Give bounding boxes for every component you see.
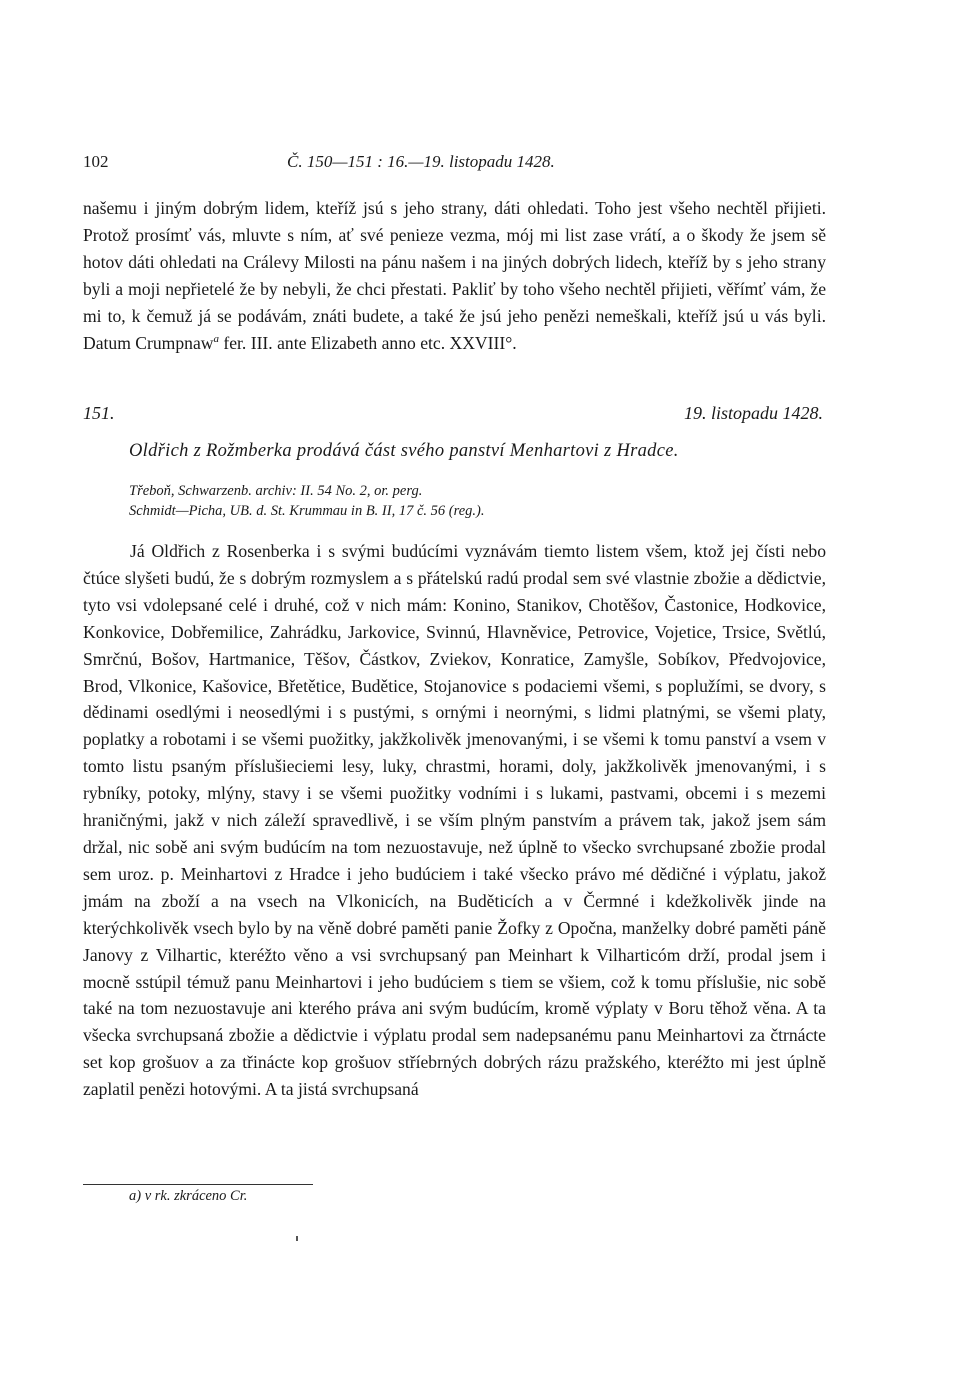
document-date: 19. listopadu 1428. xyxy=(683,403,823,423)
footnote-mark: a xyxy=(213,332,219,345)
footnote-divider xyxy=(83,1184,313,1185)
page-header xyxy=(83,152,823,176)
running-head: Č. 150—151 : 16.—19. listopadu 1428. xyxy=(287,152,555,171)
previous-text-before-note: našemu i jiným dobrým lidem, kteříž jsú s jeho strany, dáti ohledati. Toho jest všeho nechtěl přijieti. Protož prosímť vás, mluvte s ním, ať své penieze vezma, mój mi list zase vrátí, a o škody že jsem sě hotov dáti ohledati na Crálevy Milosti na pánu našem i na jiných dobrých lidech, kteříž by s jeho strany byli a moji nepřietelé že by nebyli, že chci přestati. Pakliť by toho všeho nechtěl přijieti, věřímť vám, že mi to, k čemuž já se podávám, znáti budete, a také že jsú jeho penězi nemeškali, kteříž jsú u vás byli. Datum Crumpnaw xyxy=(83,198,826,353)
previous-text-after-note: fer. III. ante Elizabeth anno etc. XXVIII°. xyxy=(218,332,517,353)
document-number: 151. xyxy=(83,403,115,423)
document-body xyxy=(83,538,826,1103)
document-sources xyxy=(129,481,829,521)
print-speck xyxy=(296,1236,298,1241)
document-regest: Oldřich z Rožmberka prodává část svého panství Menhartovi z Hradce. xyxy=(129,441,679,461)
footnote: a) v rk. zkráceno Cr. xyxy=(129,1188,248,1204)
document-heading xyxy=(83,403,823,429)
document-body-paragraph: Já Oldřich z Rosenberka i s svými budúcími vyznávám tiemto listem všem, ktož jej čísti nebo čtúce slyšeti budú, že s dobrým rozmyslem a s přátelskú radú prodal sem své vlastnie zbožie a dědictvie, tyto vsi vdolepsané celé i druhé, což v nich mám: Konino, Stanikov, Chotěšov, Častonice, Hodkovice, Konkovice, Dobřemilice, Zahrádku, Jarkovice, Svinnú, Hlavněvice, Petrovice, Vojetice, Trsice, Světlú, Smrčnú, Bošov, Hartmanice, Těšov, Částkov, Zviekov, Konratice, Zamyšle, Sobíkov, Předvojovice, Brod, Vlkonice, Kašovice, Břetětice, Budětice, Stojanovice s podaciemi všemi, s poplužími, se dvory, s dědinami osedlými i neosedlými i s pustými, s ornými i neornými, s lidmi platnými, se všemi platy, poplatky a robotami i se všemi puožitky, jakžkolivěk jmenovanými, i se všemi k tomu panství a vsem v tomto listu psaným příslušieciemi lesy, luky, chrastmi, horami, doly, jakžkolivěk jmenovanými, i s rybníky, potoky, mlýny, stavy i se všemi puožitky vodními i s lukami, pastvami, obcemi i s mezemi hraničnými, jakž v nich záleží spravedlivě, i se vším plným panstvím a právem tak, jakož jsem sám držal, nic sobě ani svým budúcím na tom nezuostavuje, než úplně to všecko svrchupsané zbožie prodal sem uroz. p. Meinhartovi z Hradce i jeho budúciem i také všecko právo mé dědičné i výplatu, jakož jmám na zboží a na vsech na Vlkonicích, na Buděticích a v Čermné i kdežkolivěk jinde na kterýchkolivěk vsech bylo by na věně dobré paměti panie Žofky z Opočna, manželky dobré paměti páně Janovy z Vilhartic, kteréžto věno a vsi svrchupsaný pan Meinhart k Vilharticóm drží, prodal jsem i mocně sstúpil témuž panu Meinhartovi i jeho budúciem s tiem se všiem, což k tomu příslušie, nic sobě také na tom nezuostavuje ani kterého práva ani svým budúcím, kromě výplaty v Boru těhož věna. A ta všecka svrchupsaná zbožie a dědictvie i výplatu prodal sem nadepsanému panu Meinhartovi za čtrnácte set kop grošuov a za třinácte kop grošuov stříebrných dobrých rázu pražského, kteréžto mi jest úplně zaplatil penězi hotovými. A ta jistá svrchupsaná xyxy=(83,541,826,1100)
source-line: Třeboň, Schwarzenb. archiv: II. 54 No. 2, or. perg. xyxy=(129,483,423,499)
previous-document-paragraph xyxy=(83,195,826,356)
page-number: 102 xyxy=(83,152,109,171)
previous-document-text xyxy=(83,195,826,356)
source-line: Schmidt—Picha, UB. d. St. Krummau in B. II, 17 č. 56 (reg.). xyxy=(129,503,485,519)
